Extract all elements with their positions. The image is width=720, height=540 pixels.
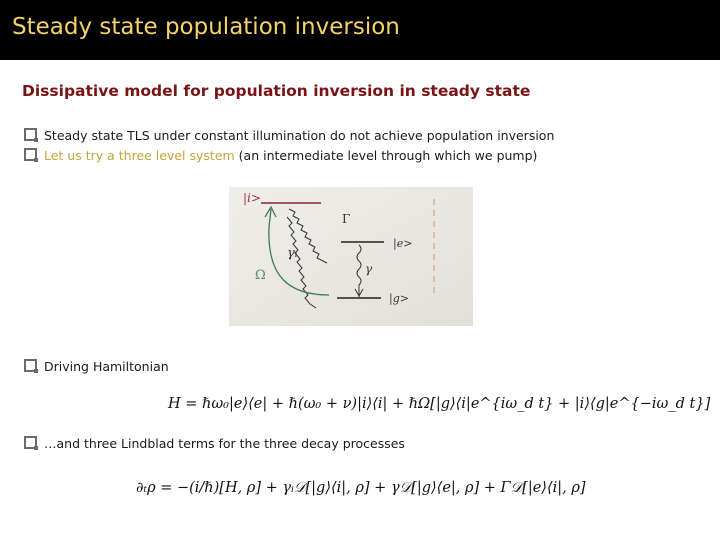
checkbox-bullet-icon: [24, 128, 37, 141]
slide-subtitle: Dissipative model for population inversion in steady state: [22, 82, 531, 100]
bullet-text: (an intermediate level through which we pump): [234, 148, 538, 163]
label-gamma-cap: Γ: [342, 212, 351, 226]
checkbox-bullet-icon: [24, 148, 37, 161]
label-gamma-i: γᵢ: [287, 246, 298, 261]
checkbox-bullet-icon: [24, 359, 37, 372]
lindblad-equation: ∂ₜρ = −(i/ℏ)[H, ρ] + γᵢ𝒟[|g⟩⟨i|, ρ] + γ𝒟[|g⟩⟨e|, ρ] + Γ𝒟[|e⟩⟨i|, ρ]: [136, 480, 586, 496]
bullet-text: Steady state TLS under constant illumination do not achieve population inversion: [44, 128, 555, 143]
three-level-diagram: [229, 187, 473, 326]
bullet-highlight-text: Let us try a three level system: [44, 148, 235, 163]
label-e: |e>: [393, 237, 413, 250]
label-gamma: γ: [365, 262, 373, 276]
bullet-text: Driving Hamiltonian: [44, 359, 169, 374]
label-omega: Ω: [255, 268, 266, 283]
bullet-text: …and three Lindblad terms for the three decay processes: [44, 436, 405, 451]
whiteboard-diagram-photo: [229, 187, 473, 326]
hamiltonian-equation: H = ℏω₀|e⟩⟨e| + ℏ(ω₀ + ν)|i⟩⟨i| + ℏΩ[|g⟩⟨i|e^{iω_d t} + |i⟩⟨g|e^{−iω_d t}]: [168, 396, 711, 412]
label-g: |g>: [389, 292, 409, 305]
title-bar: [0, 0, 720, 60]
bullet-hamiltonian: [24, 359, 169, 374]
bullet-tls: [24, 128, 554, 143]
label-i: |i>: [243, 191, 261, 205]
checkbox-bullet-icon: [24, 436, 37, 449]
slide-title: Steady state population inversion: [12, 14, 400, 40]
bullet-lindblad: [24, 436, 405, 451]
bullet-three-level: [24, 148, 537, 163]
